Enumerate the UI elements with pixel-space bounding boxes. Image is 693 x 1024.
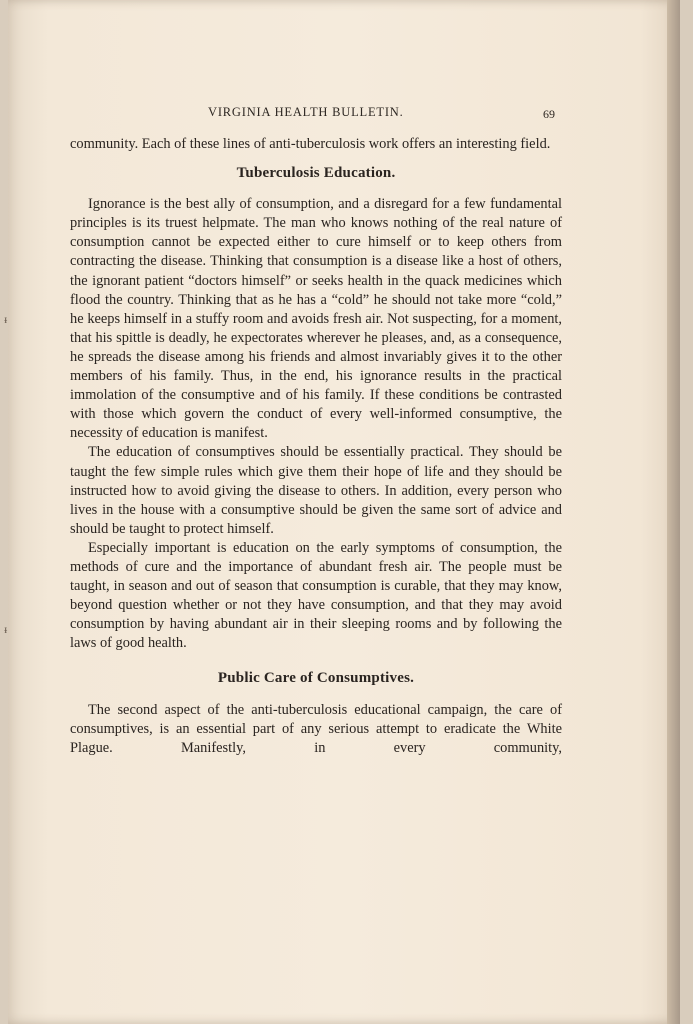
paragraph: The education of consumptives should be essentially practical. They should be taught the few simple rules which give them their hope of life and they should be instructed how to avoid giving the disease to others. In addition, every person who lives in the house with a consumptive should be given the same sort of advice and should be taught to protect himself.	[70, 444, 562, 537]
paragraph: Ignorance is the best ally of consumption, and a disregard for a few fundamental principles is its truest helpmate. The man who knows nothing of the real nature of consumption cannot be expected either to cure himself or to keep others from contracting the disease. Thinking that consumption is a disease like a host of others, the ignorant patient “doctors himself” or seeks health in the quack medicines which flood the country. Thinking that as he has a “cold” he should not take more “cold,” he keeps himself in a stuffy room and avoids fresh air. Not suspecting, for a moment, that his spittle is deadly, he expectorates wherever he pleases, and, as a consequence, he spreads the disease among his friends and almost invariably gives it to the other members of his family. Thus, in the end, his ignorance results in the practical immolation of the consumptive and of his family. If these conditions be contrasted with those which govern the conduct of every well-informed consumptive, the necessity of education is manifest.	[70, 196, 562, 442]
paragraph: Especially important is education on the early symptoms of consumption, the methods of cure and the importance of abundant fresh air. The people must be taught, in season and out of season that consumption is curable, that they may know, beyond question whether or not they have consumption, and that they may avoid consumption by having abundant air in their sleeping rooms and by following the laws of good health.	[70, 539, 562, 652]
page-edge	[667, 0, 680, 1024]
article-body	[70, 135, 562, 758]
margin-mark: ᵻ	[4, 312, 8, 326]
section-heading-public-care: Public Care of Consumptives.	[217, 670, 415, 687]
book-page	[4, 0, 680, 1024]
page-number: 69	[543, 107, 555, 121]
page-header	[8, 103, 680, 123]
section-heading-tuberculosis-education: Tuberculosis Education.	[236, 165, 396, 182]
margin-mark: ᵻ	[4, 622, 8, 636]
running-title: VIRGINIA HEALTH BULLETIN.	[208, 105, 404, 119]
paragraph: The second aspect of the anti-tuberculosis educational campaign, the care of consumptives, is an essential part of any serious attempt to eradicate the White Plague. Manifestly, in every community,	[70, 701, 562, 756]
intro-paragraph: community. Each of these lines of anti-tuberculosis work offers an interesting field.	[70, 136, 551, 152]
